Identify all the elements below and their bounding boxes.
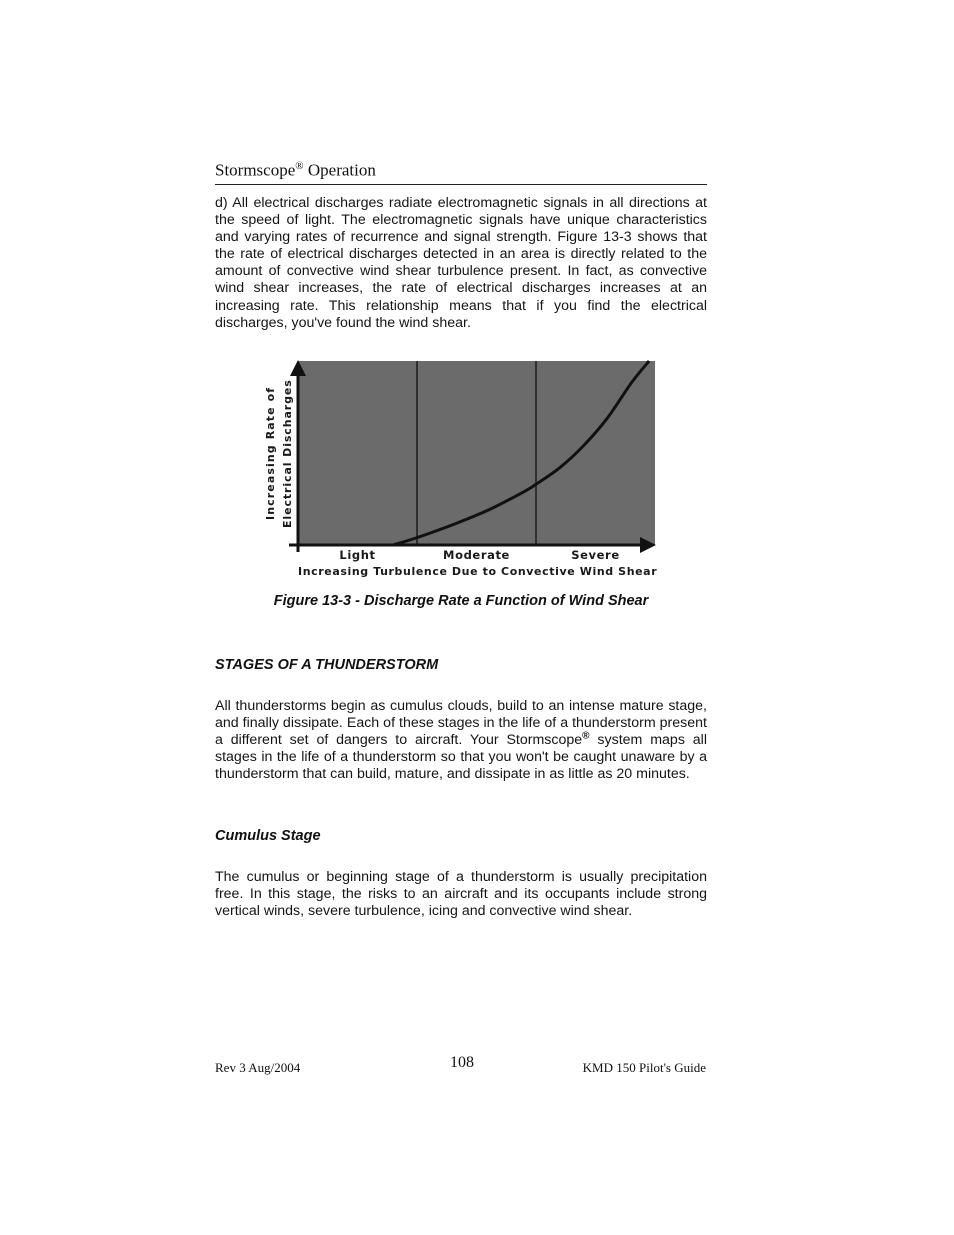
footer-guide-title: KMD 150 Pilot's Guide bbox=[582, 1060, 706, 1075]
y-axis-label-line1: Increasing Rate of bbox=[264, 386, 277, 520]
paragraph-cumulus: The cumulus or beginning stage of a thunderstorm is usually precipitation free. In this stage, the risks to an aircraft and its occupants include strong vertical winds, severe turbulence, icing and convective wind shear. bbox=[215, 869, 707, 920]
paragraph-stages-text-a: All thunderstorms begin as cumulus clouds, build to an intense mature stage, and finally dissipate. Each of these stages in the life of a thunderstorm present a different set of dangers to aircraft. Your Stormscope bbox=[215, 698, 707, 749]
paragraph-stages-text-b: system maps all stages in the life of a thunderstorm so that you won't be caught unaware by a thunderstorm that can build, mature, and dissipate in as little as 20 minutes. bbox=[215, 732, 707, 783]
paragraph-stages bbox=[215, 698, 707, 783]
registered-mark-inline: ® bbox=[582, 730, 590, 742]
chart-svg bbox=[262, 356, 658, 582]
figure-caption: Figure 13-3 - Discharge Rate a Function of Wind Shear bbox=[273, 593, 649, 609]
category-label-severe: Severe bbox=[571, 548, 620, 562]
header-title-text: Stormscope bbox=[215, 160, 296, 180]
paragraph-discharges: d) All electrical discharges radiate electromagnetic signals in all directions at the speed of light. The electromagnetic signals have unique characteristics and varying rates of recurrence and signal strength. Figure 13-3 shows that the rate of electrical discharges detected in an area is directly related to the amount of convective wind shear turbulence present. In fact, as convective wind shear increases, the rate of electrical discharges increases at an increasing rate. This relationship means that if you find the electrical discharges, you've found the wind shear. bbox=[215, 195, 707, 331]
running-header bbox=[215, 160, 376, 181]
category-label-light: Light bbox=[339, 548, 376, 562]
heading-cumulus: Cumulus Stage bbox=[215, 828, 321, 844]
x-axis-label: Increasing Turbulence Due to Convective Wind Shear bbox=[298, 565, 658, 578]
page-number: 108 bbox=[450, 1054, 474, 1071]
footer-revision: Rev 3 Aug/2004 bbox=[215, 1060, 301, 1075]
header-title-suffix: Operation bbox=[303, 160, 376, 180]
registered-mark: ® bbox=[295, 160, 304, 172]
heading-stages: STAGES OF A THUNDERSTORM bbox=[215, 657, 439, 673]
y-axis-label-line2: Electrical Discharges bbox=[281, 379, 294, 528]
discharge-rate-chart bbox=[262, 356, 658, 582]
category-label-moderate: Moderate bbox=[443, 548, 510, 562]
header-rule bbox=[215, 184, 707, 185]
plot-background bbox=[298, 361, 655, 545]
